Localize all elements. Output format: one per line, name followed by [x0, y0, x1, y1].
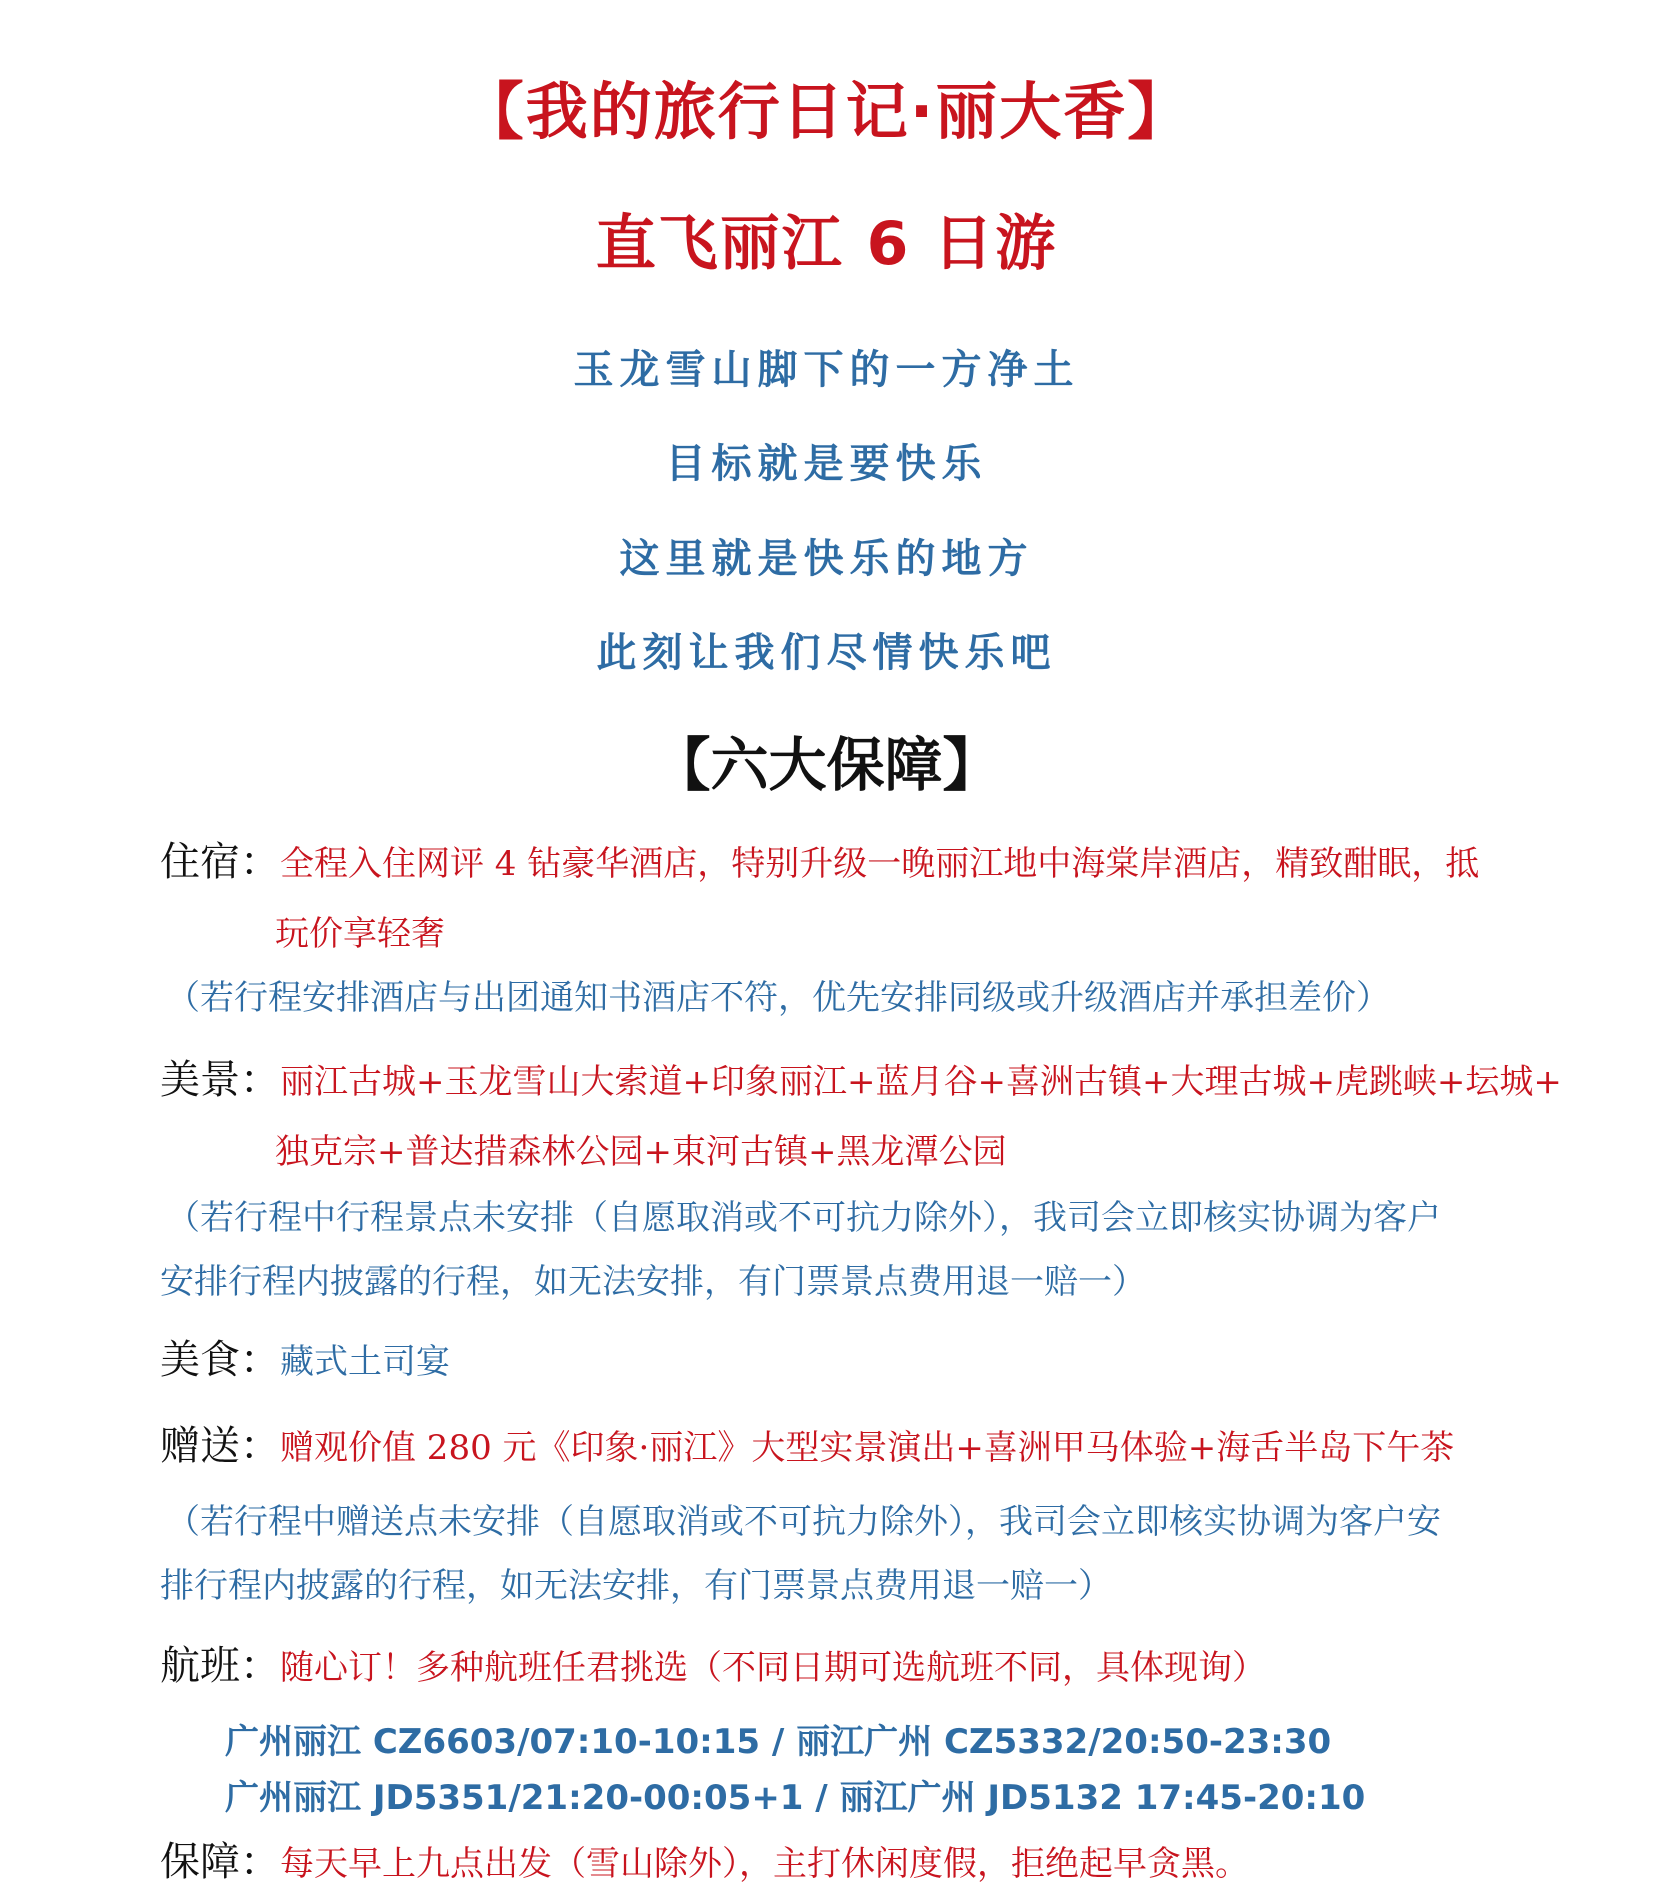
food-row: [160, 1328, 450, 1385]
scenery-row: [160, 1048, 1562, 1105]
page-title: 【我的旅行日记·丽大香】: [461, 75, 1192, 148]
accommodation-row: [160, 830, 1479, 887]
accommodation-text: 全程入住网评 4 钻豪华酒店，特别升级一晚丽江地中海棠岸酒店，精致酣眠，抵: [280, 844, 1480, 884]
poem-line-3: 这里就是快乐的地方: [619, 535, 1034, 582]
flights-text: 随心订！多种航班任君挑选（不同日期可选航班不同，具体现询）: [280, 1648, 1266, 1688]
scenery-label: 美景：: [160, 1057, 280, 1103]
poem-line-4: 此刻让我们尽情快乐吧: [596, 629, 1057, 676]
food-text: 藏式土司宴: [280, 1342, 450, 1382]
flights-row: [160, 1634, 1266, 1691]
scenery-text: 丽江古城+玉龙雪山大索道+印象丽江+蓝月谷+喜洲古镇+大理古城+虎跳峡+坛城+: [280, 1062, 1562, 1102]
scenery-text-cont: 独克宗+普达措森林公园+束河古镇+黑龙潭公园: [275, 1132, 1007, 1172]
flight-line-2: 广州丽江 JD5351/21:20-00:05+1 / 丽江广州 JD5132 17:45-20:10: [225, 1778, 1366, 1818]
section-title: 【六大保障】: [652, 731, 1001, 799]
gift-text: 赠观价值 280 元《印象·丽江》大型实景演出+喜洲甲马体验+海舌半岛下午茶: [280, 1428, 1455, 1468]
gift-label: 赠送：: [160, 1423, 280, 1469]
food-label: 美食：: [160, 1337, 280, 1383]
guarantee-label: 保障：: [160, 1839, 280, 1885]
gift-row: [160, 1414, 1454, 1471]
accommodation-label: 住宿：: [160, 839, 280, 885]
page-subtitle: 直飞丽江 6 日游: [595, 209, 1058, 279]
accommodation-note: （若行程安排酒店与出团通知书酒店不符，优先安排同级或升级酒店并承担差价）: [166, 978, 1390, 1018]
guarantee-row: [160, 1830, 1249, 1887]
flight-line-1: 广州丽江 CZ6603/07:10-10:15 / 丽江广州 CZ5332/20:50-23:30: [225, 1722, 1332, 1762]
poem-line-2: 目标就是要快乐: [665, 440, 988, 487]
guarantee-text: 每天早上九点出发（雪山除外），主打休闲度假，拒绝起早贪黑。: [280, 1844, 1249, 1884]
gift-note-1: （若行程中赠送点未安排（自愿取消或不可抗力除外），我司会立即核实协调为客户安: [166, 1502, 1441, 1542]
flights-label: 航班：: [160, 1643, 280, 1689]
poem-line-1: 玉龙雪山脚下的一方净土: [573, 346, 1080, 393]
scenery-note-2: 安排行程内披露的行程，如无法安排，有门票景点费用退一赔一）: [160, 1262, 1146, 1302]
scenery-note-1: （若行程中行程景点未安排（自愿取消或不可抗力除外），我司会立即核实协调为客户: [166, 1198, 1441, 1238]
gift-note-2: 排行程内披露的行程，如无法安排，有门票景点费用退一赔一）: [160, 1566, 1112, 1606]
accommodation-text-cont: 玩价享轻奢: [275, 914, 445, 954]
